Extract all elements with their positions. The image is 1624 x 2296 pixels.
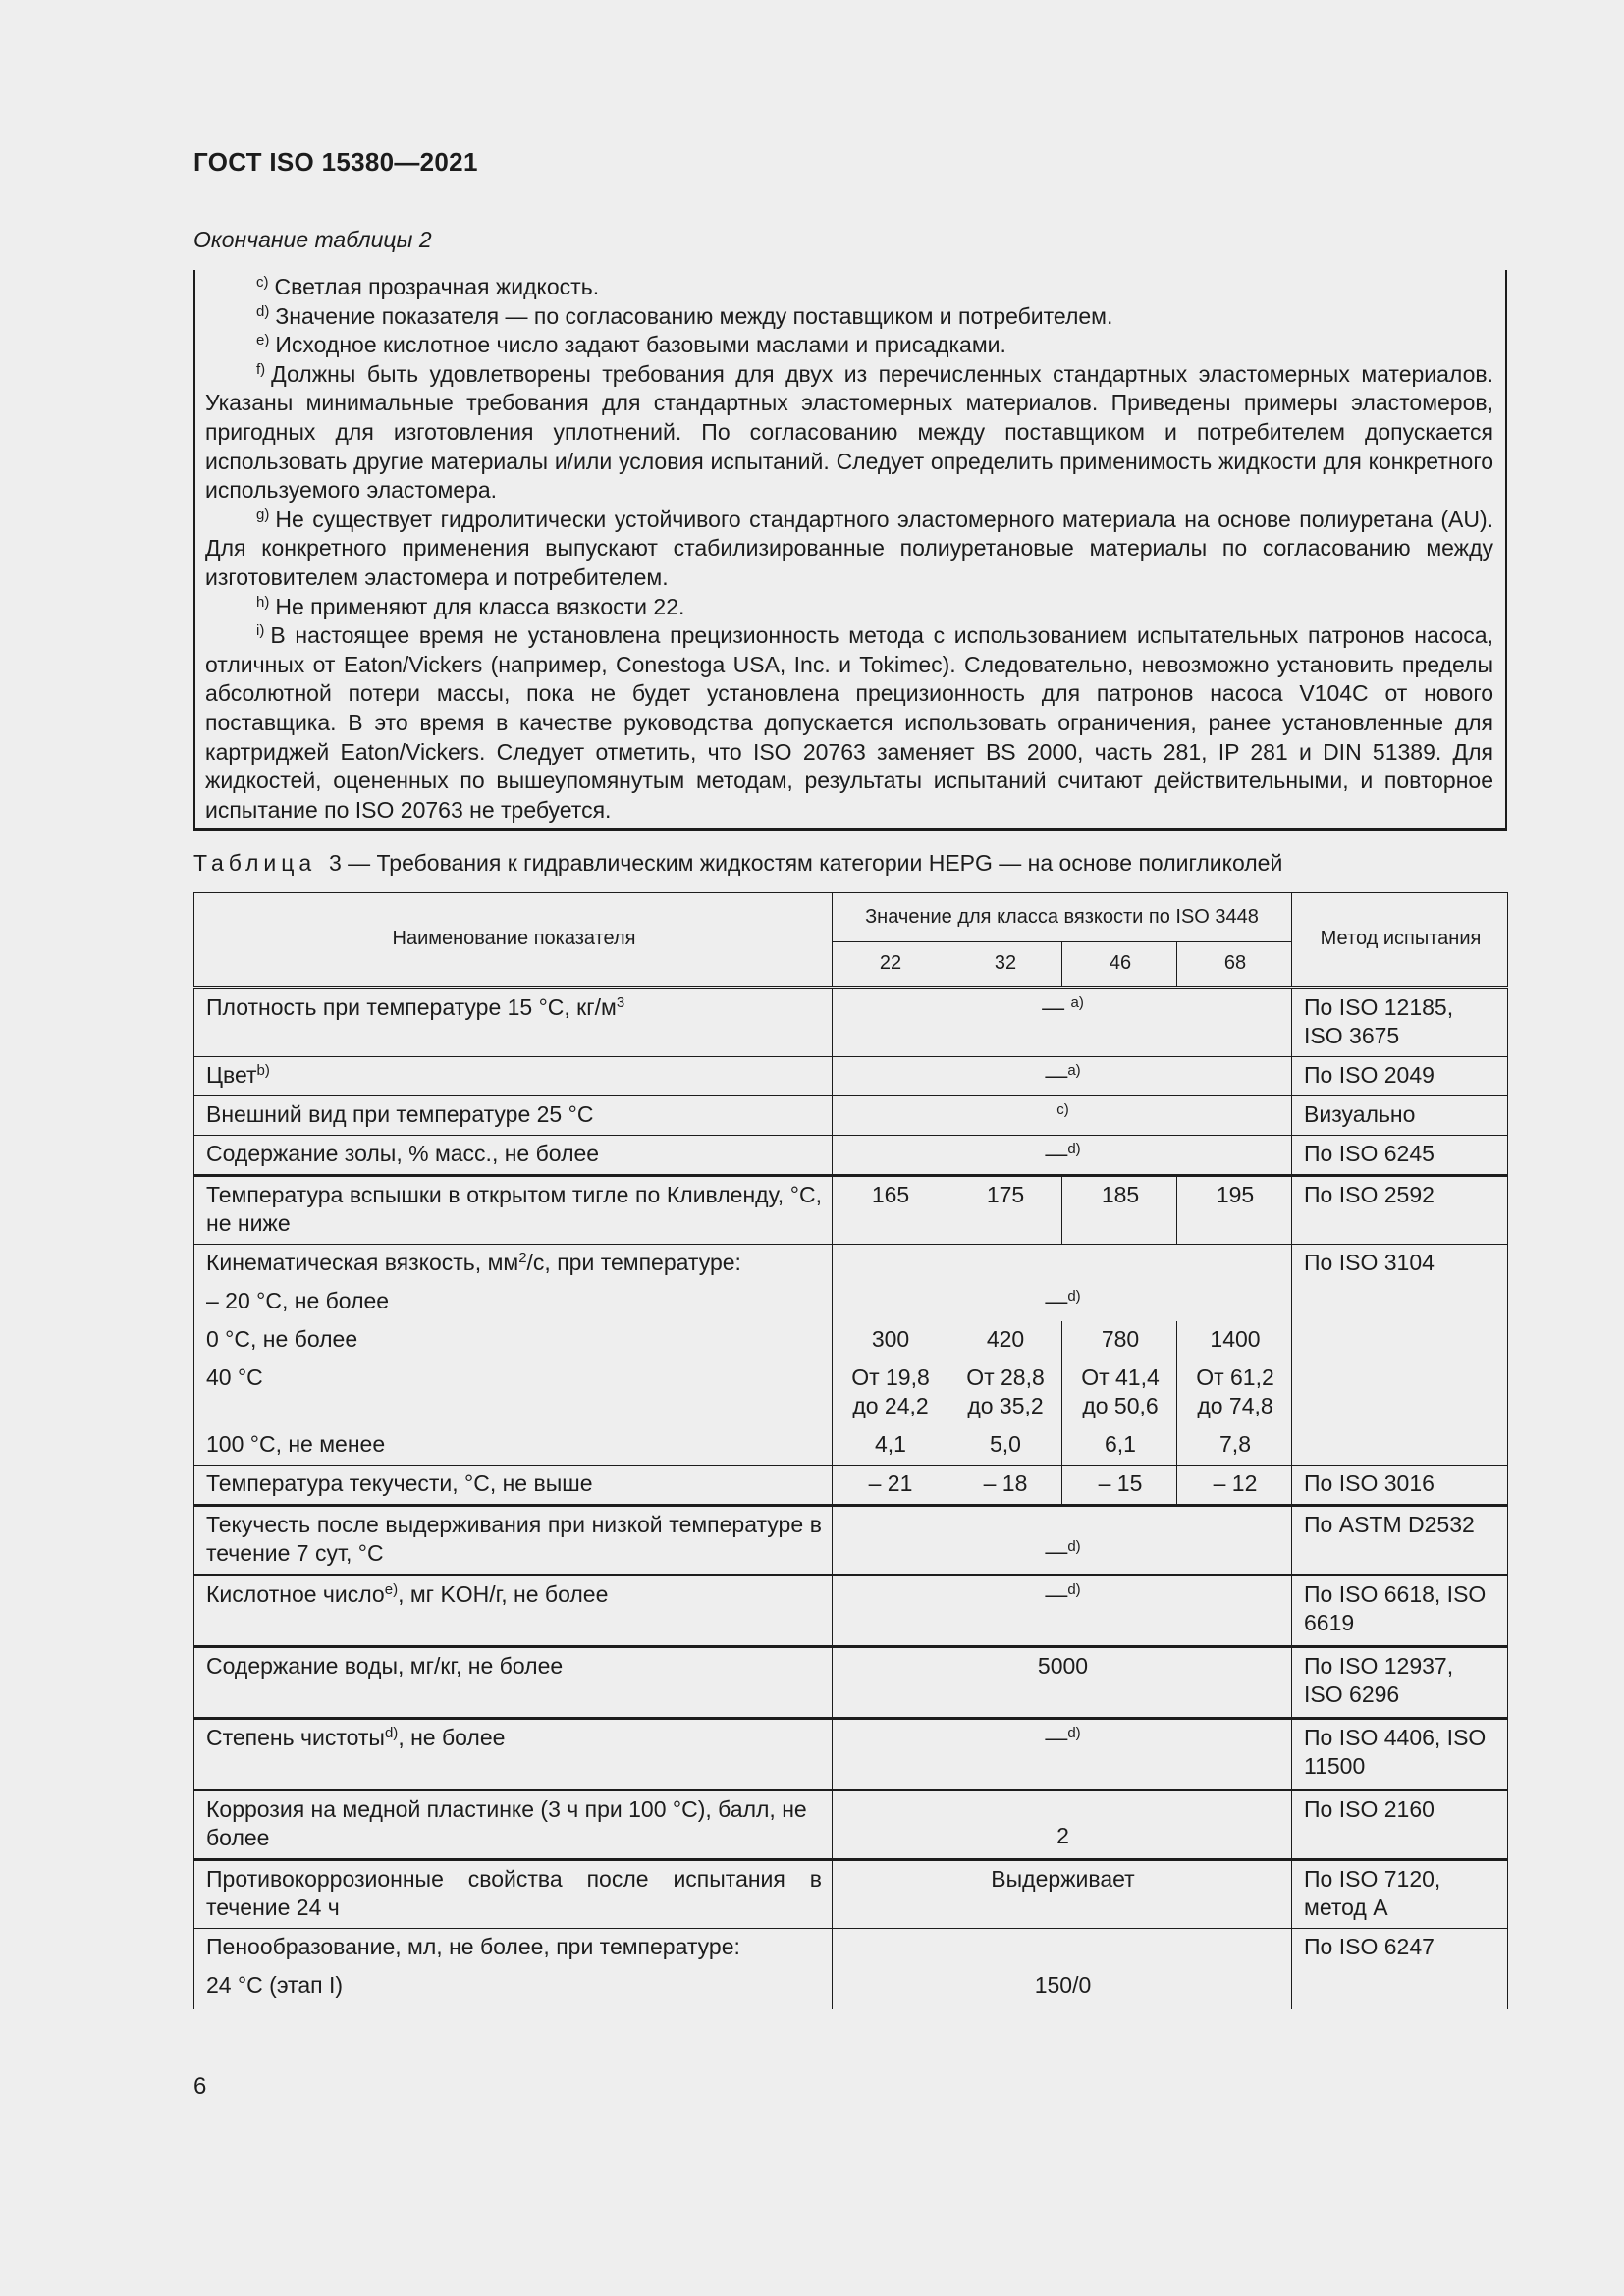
footnote: $^{e)}$ Исходное кислотное число задают базовыми маслами и присадками. — [256, 332, 1006, 358]
header-class-68: 68 — [1177, 942, 1292, 988]
table-row — [194, 1096, 1508, 1136]
footnote: $^{g)}$ Не существует гидролитически устойчивого стандартного эластомерного материала на основе полиуретана (AU). Для конкретного применения выпускают стабилизированные полиуретановые материалы по согласованию между изготовителем эластомера и потребителем. — [205, 506, 1493, 590]
header-class-32: 32 — [947, 942, 1062, 988]
row-value: —$^{d)}$ — [833, 1136, 1292, 1176]
footnote: $^{d)}$ Значение показателя — по согласованию между поставщиком и потребителем. — [256, 302, 1113, 329]
value-class-22: 4,1 — [833, 1426, 947, 1466]
header-method: Метод испытания — [1292, 893, 1508, 988]
table-row — [194, 1057, 1508, 1096]
value-class-22: 300 — [833, 1321, 947, 1360]
row-name: 100 °C, не менее — [194, 1426, 833, 1466]
value-class-68: – 12 — [1177, 1466, 1292, 1506]
table-header-row — [194, 893, 1508, 942]
value-class-46: 780 — [1062, 1321, 1177, 1360]
footnote: $^{i)}$ В настоящее время не установлена прецизионность метода с использованием испытательных патронов насоса, отличных от Eaton/Vickers (например, Conestoga USA, Inc. и Tokimec). Следовательно, невозможно установить пределы абсолютной потери массы, пока не будет установлена прецизионность для патронов насоса V104C от нового поставщика. В это время в качестве руководства допускается использовать ограничения, ранее установленные для картриджей Eaton/Vickers. Следует отметить, что ISO 20763 заменяет BS 2000, часть 281, IP 281 и DIN 51389. Для жидкостей, оцененных по вышеупомянутым методам, результаты испытаний считают действительными, и повторное испытание по ISO 20763 не требуется. — [205, 622, 1493, 823]
footnote: $^{h)}$ Не применяют для класса вязкости 22. — [256, 593, 685, 619]
value-class-32: 175 — [947, 1176, 1062, 1245]
row-method: По ISO 2592 — [1292, 1176, 1508, 1245]
header-class-22: 22 — [833, 942, 947, 988]
table-continuation-caption: Окончание таблицы 2 — [193, 227, 432, 252]
row-value: —$^{d)}$ — [833, 1283, 1292, 1321]
row-name: Температура вспышки в открытом тигле по Кливленду, °C, не ниже — [194, 1176, 833, 1245]
row-name: Содержание воды, мг/кг, не более — [194, 1647, 833, 1719]
row-value: —$^{d)}$ — [833, 1575, 1292, 1647]
header-class-46: 46 — [1062, 942, 1177, 988]
table-row — [194, 1136, 1508, 1176]
document-id: ГОСТ ISO 15380—2021 — [193, 147, 478, 177]
row-value: Выдерживает — [833, 1860, 1292, 1929]
row-name: Текучесть после выдерживания при низкой температуре в течение 7 сут, °C — [194, 1506, 833, 1575]
table-row — [194, 988, 1508, 1057]
table-row — [194, 1466, 1508, 1506]
requirements-table — [193, 892, 1508, 2009]
value-class-46: 185 — [1062, 1176, 1177, 1245]
table-row — [194, 1575, 1508, 1647]
row-method: По ISO 6247 — [1292, 1929, 1508, 2010]
row-value: — $^{a)}$ — [833, 988, 1292, 1057]
row-value: 2 — [833, 1790, 1292, 1860]
row-value: 150/0 — [833, 1967, 1292, 2009]
row-method: По ISO 6618, ISO 6619 — [1292, 1575, 1508, 1647]
table-row — [194, 1719, 1508, 1790]
row-name: – 20 °C, не более — [194, 1283, 833, 1321]
row-name: Внешний вид при температуре 25 °C — [194, 1096, 833, 1136]
row-name: Кинематическая вязкость, $мм^2/с$, при температуре: — [194, 1245, 833, 1284]
row-name: Содержание золы, % масс., не более — [194, 1136, 833, 1176]
value-class-32: 5,0 — [947, 1426, 1062, 1466]
footnote: $^{c)}$ Светлая прозрачная жидкость. — [256, 274, 600, 299]
value-class-68: 7,8 — [1177, 1426, 1292, 1466]
table-row — [194, 1790, 1508, 1860]
table-row — [194, 1176, 1508, 1245]
table-row — [194, 1929, 1508, 1968]
value-class-68: 1400 — [1177, 1321, 1292, 1360]
table-row — [194, 1647, 1508, 1719]
row-value: —$^{d)}$ — [833, 1719, 1292, 1790]
row-method: По ISO 12937, ISO 6296 — [1292, 1647, 1508, 1719]
value-class-46: От 41,4 до 50,6 — [1062, 1360, 1177, 1426]
value-class-32: От 28,8 до 35,2 — [947, 1360, 1062, 1426]
value-class-22: От 19,8 до 24,2 — [833, 1360, 947, 1426]
row-method: По ISO 7120, метод A — [1292, 1860, 1508, 1929]
row-name: 0 °C, не более — [194, 1321, 833, 1360]
header-name: Наименование показателя — [194, 893, 833, 988]
value-class-32: 420 — [947, 1321, 1062, 1360]
row-method: По ISO 6245 — [1292, 1136, 1508, 1176]
row-value: c) — [833, 1096, 1292, 1136]
value-class-22: 165 — [833, 1176, 947, 1245]
table-row — [194, 1506, 1508, 1575]
row-name: Цвет$^{b)}$ — [194, 1057, 833, 1096]
row-name: Температура текучести, °C, не выше — [194, 1466, 833, 1506]
row-name: Плотность при температуре 15 °C, $кг/м^3$ — [194, 988, 833, 1057]
row-value: —$^{a)}$ — [833, 1057, 1292, 1096]
row-name: 40 °C — [194, 1360, 833, 1426]
footnote: $^{f)}$ Должны быть удовлетворены требования для двух из перечисленных стандартных эластомерных материалов. Указаны минимальные требования для стандартных эластомерных материалов. Приведены примеры эластомеров, пригодных для изготовления уплотнений. По согласованию между поставщиком и потребителем допускается использовать другие материалы и/или условия испытаний. Следует определить применимость жидкости для конкретного используемого эластомера. — [205, 360, 1493, 504]
row-name: Пенообразование, мл, не более, при температуре: — [194, 1929, 833, 1968]
page-number: 6 — [193, 2073, 207, 2100]
value-class-68: От 61,2 до 74,8 — [1177, 1360, 1292, 1426]
header-viscosity-class: Значение для класса вязкости по ISO 3448 — [833, 893, 1292, 942]
table-2-footnotes — [193, 270, 1507, 831]
value-class-46: 6,1 — [1062, 1426, 1177, 1466]
row-method: По ISO 2160 — [1292, 1790, 1508, 1860]
row-value: —$^{d)}$ — [833, 1506, 1292, 1575]
row-method: По ISO 4406, ISO 11500 — [1292, 1719, 1508, 1790]
table-row — [194, 1245, 1508, 1284]
table-3-title: Таблица 3 — Требования к гидравлическим жидкостям категории HEPG — на основе полигликолей — [193, 850, 1283, 876]
value-class-46: – 15 — [1062, 1466, 1177, 1506]
row-method: По ISO 3016 — [1292, 1466, 1508, 1506]
table-row — [194, 1860, 1508, 1929]
row-name: Противокоррозионные свойства после испытания в течение 24 ч — [194, 1860, 833, 1929]
row-value: 5000 — [833, 1647, 1292, 1719]
row-name: Степень чистоты$^{d)}$, не более — [194, 1719, 833, 1790]
row-method: Визуально — [1292, 1096, 1508, 1136]
value-class-32: – 18 — [947, 1466, 1062, 1506]
row-name: Коррозия на медной пластинке (3 ч при 100 °C), балл, не более — [194, 1790, 833, 1860]
row-name: Кислотное число$^{e)}$, мг KOH/г, не более — [194, 1575, 833, 1647]
row-method: По ISO 3104 — [1292, 1245, 1508, 1466]
row-method: По ASTM D2532 — [1292, 1506, 1508, 1575]
value-class-22: – 21 — [833, 1466, 947, 1506]
row-method: По ISO 12185, ISO 3675 — [1292, 988, 1508, 1057]
value-class-68: 195 — [1177, 1176, 1292, 1245]
row-name: 24 °C (этап I) — [194, 1967, 833, 2009]
row-method: По ISO 2049 — [1292, 1057, 1508, 1096]
